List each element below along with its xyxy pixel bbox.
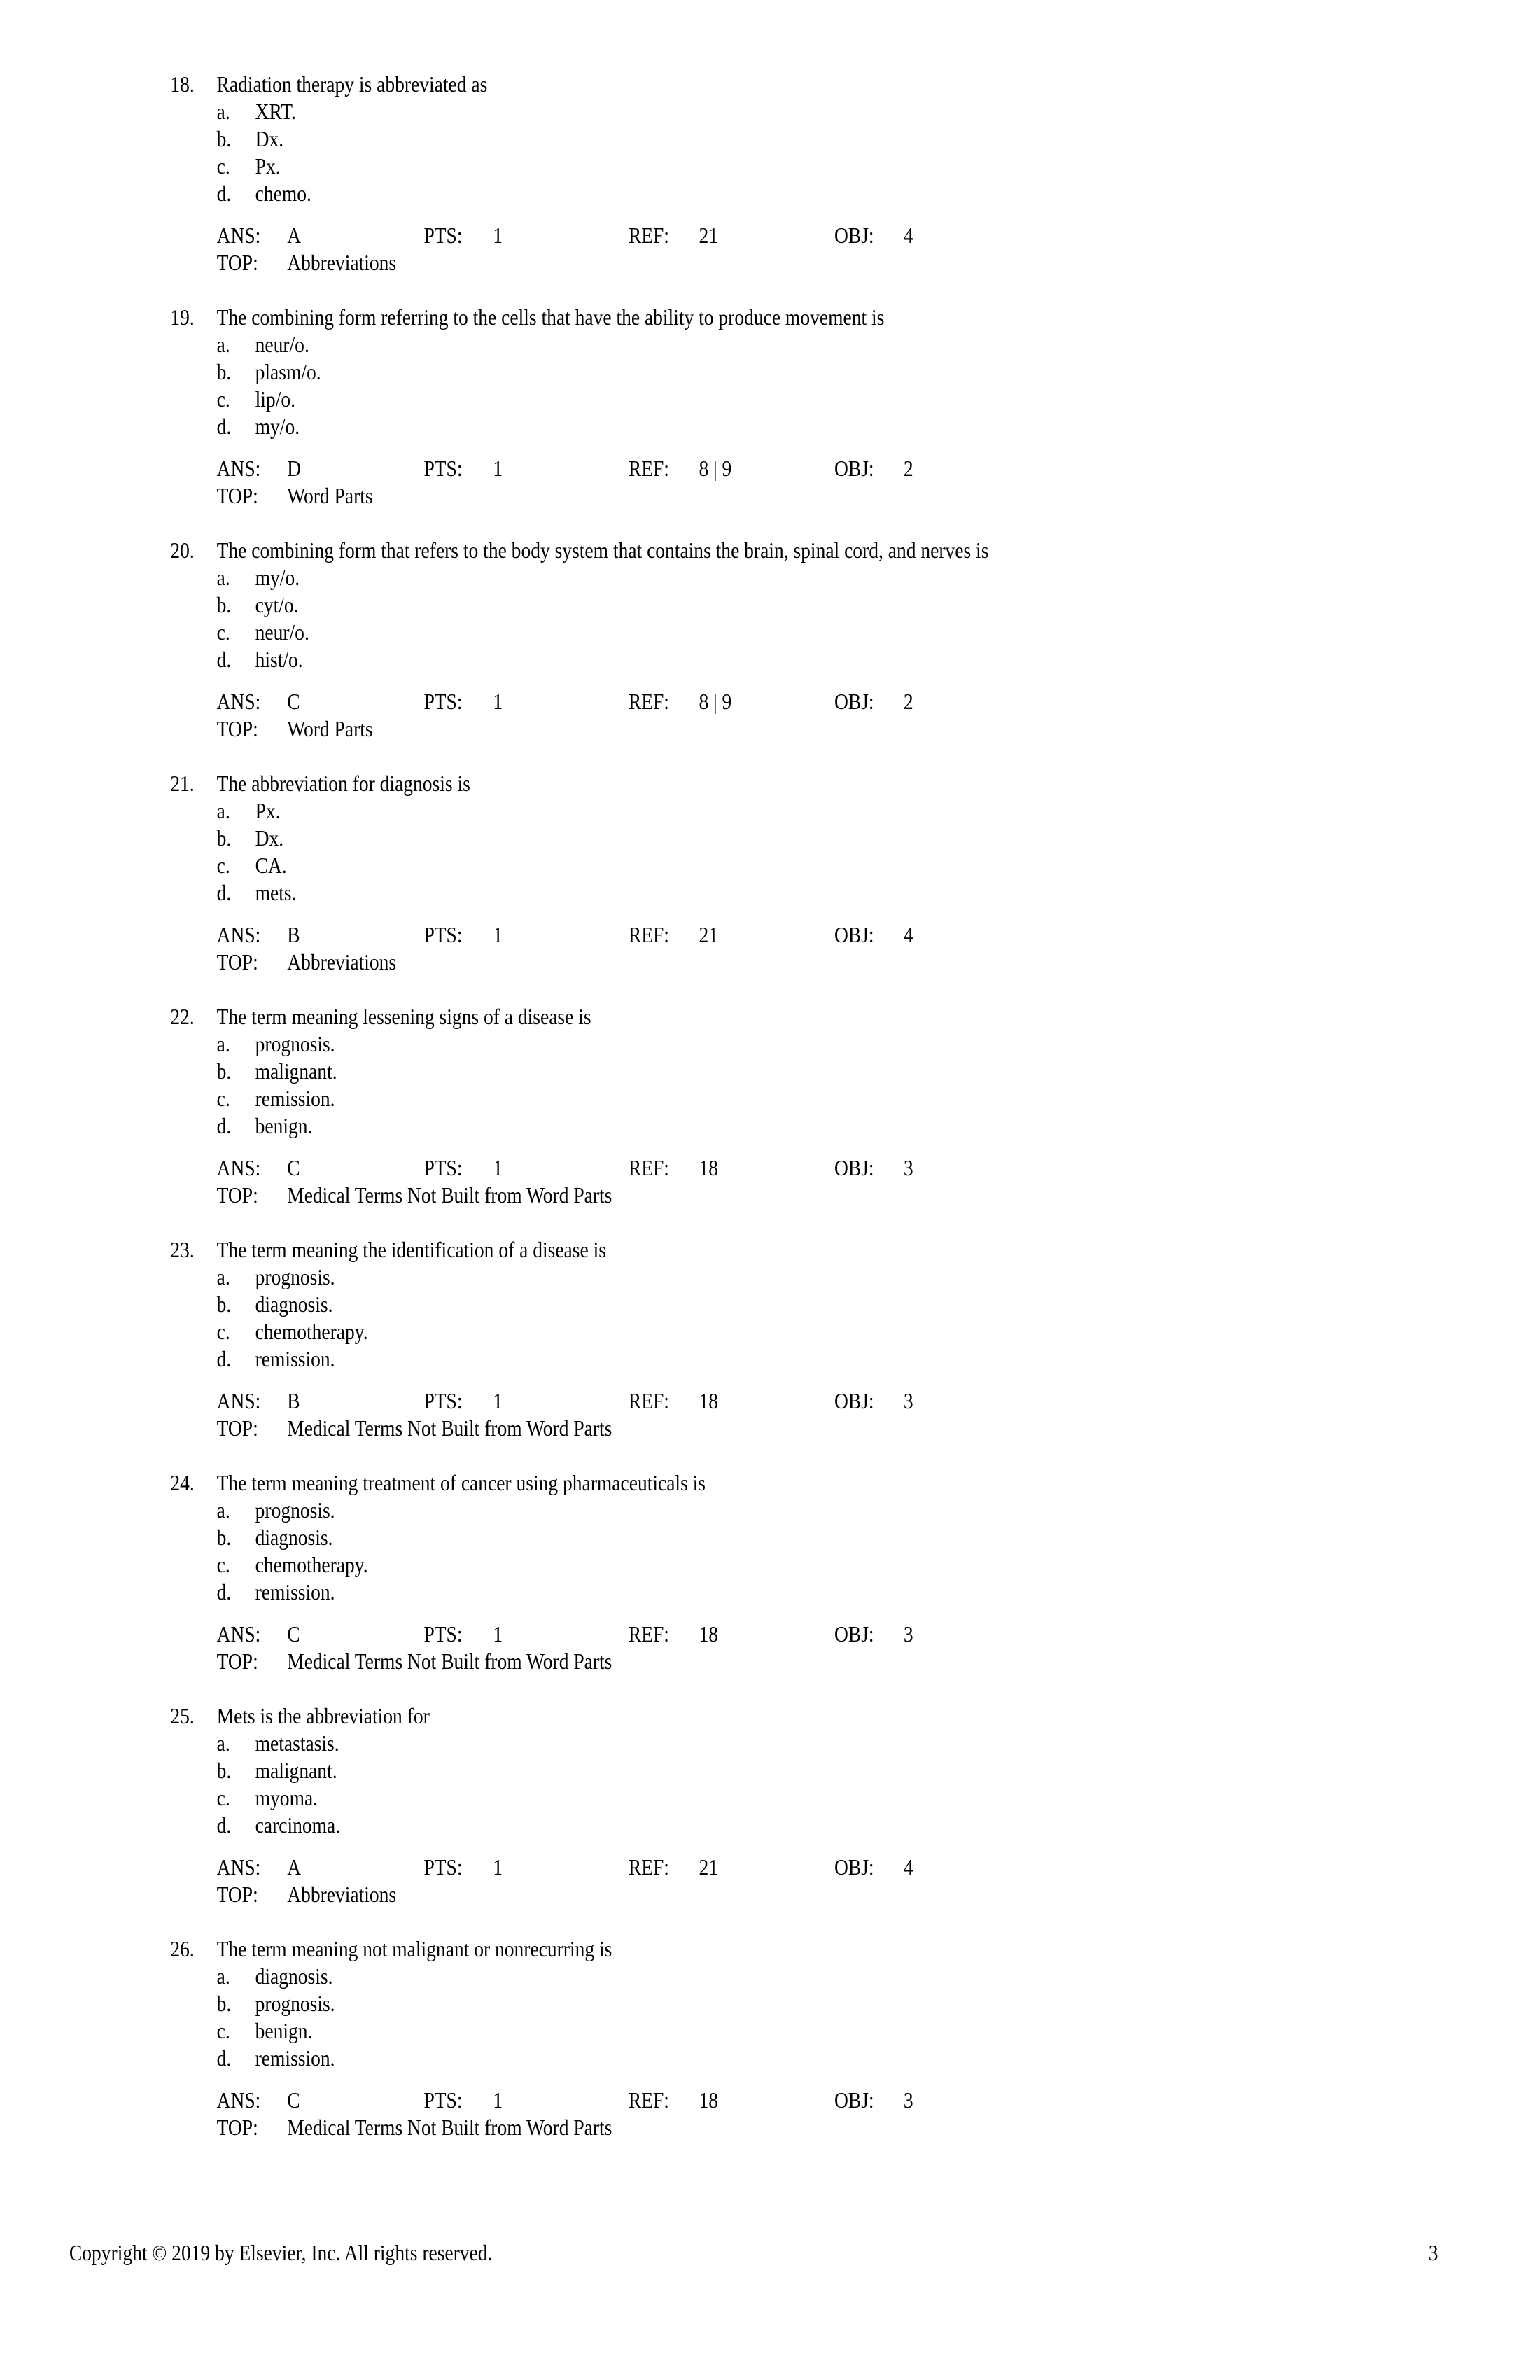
- option-text: my/o.: [255, 565, 300, 590]
- question-item: [0, 71, 1540, 295]
- pts-label: PTS:: [424, 1388, 463, 1413]
- question-number: 25.: [170, 1703, 195, 1728]
- ans-label: ANS:: [216, 689, 261, 714]
- option-label: c.: [216, 2018, 230, 2043]
- top-label: TOP:: [216, 1182, 258, 1208]
- pts-value: 1: [493, 456, 503, 481]
- top-value: Word Parts: [287, 483, 373, 508]
- ans-value: C: [287, 689, 300, 714]
- top-value: Abbreviations: [287, 949, 397, 974]
- question-text: The combining form that refers to the body system that contains the brain, spinal cord, and nerves is: [216, 538, 989, 563]
- pts-value: 1: [493, 922, 503, 947]
- option-text: XRT.: [255, 99, 296, 124]
- option-text: diagnosis.: [255, 1963, 333, 1989]
- option-text: Dx.: [255, 126, 284, 151]
- option-text: carcinoma.: [255, 1812, 341, 1837]
- question-text: The term meaning the identification of a disease is: [216, 1237, 606, 1262]
- top-value: Abbreviations: [287, 250, 397, 275]
- option-label: a.: [216, 565, 230, 590]
- pts-label: PTS:: [424, 1155, 463, 1180]
- question-text: The combining form referring to the cells that have the ability to produce movement is: [216, 304, 885, 330]
- question-number: 24.: [170, 1470, 195, 1495]
- option-text: hist/o.: [255, 647, 303, 672]
- option-label: a.: [216, 1264, 230, 1289]
- option-label: b.: [216, 1991, 232, 2016]
- obj-value: 4: [903, 1854, 913, 1879]
- top-value: Medical Terms Not Built from Word Parts: [287, 1415, 612, 1441]
- option-text: prognosis.: [255, 1264, 335, 1289]
- ref-value: 18: [699, 1621, 718, 1646]
- option-label: d.: [216, 1346, 232, 1371]
- ans-label: ANS:: [216, 1155, 261, 1180]
- option-text: prognosis.: [255, 1497, 335, 1522]
- question-item: [0, 1469, 1540, 1693]
- obj-label: OBJ:: [834, 1155, 874, 1180]
- ref-label: REF:: [628, 1621, 669, 1646]
- obj-value: 3: [903, 1155, 913, 1180]
- question-number: 22.: [170, 1004, 195, 1029]
- ref-value: 18: [699, 1155, 718, 1180]
- option-text: Px.: [255, 798, 281, 823]
- top-value: Abbreviations: [287, 1882, 397, 1907]
- option-label: b.: [216, 359, 232, 384]
- ans-label: ANS:: [216, 223, 261, 248]
- option-text: remission.: [255, 1086, 335, 1111]
- ans-value: A: [287, 1854, 302, 1879]
- top-label: TOP:: [216, 1648, 258, 1674]
- pts-label: PTS:: [424, 2087, 463, 2113]
- option-label: b.: [216, 592, 232, 617]
- ref-value: 21: [699, 922, 718, 947]
- pts-value: 1: [493, 1621, 503, 1646]
- top-label: TOP:: [216, 250, 258, 275]
- ref-value: 18: [699, 2087, 718, 2113]
- option-text: chemotherapy.: [255, 1552, 368, 1577]
- pts-value: 1: [493, 1854, 503, 1879]
- question-item: [0, 1935, 1540, 2160]
- option-label: d.: [216, 2045, 232, 2071]
- option-text: remission.: [255, 2045, 335, 2071]
- option-text: malignant.: [255, 1058, 337, 1084]
- question-text: The abbreviation for diagnosis is: [216, 771, 470, 796]
- obj-label: OBJ:: [834, 1388, 874, 1413]
- ans-value: C: [287, 1155, 300, 1180]
- ref-label: REF:: [628, 2087, 669, 2113]
- option-label: a.: [216, 1031, 230, 1056]
- top-value: Medical Terms Not Built from Word Parts: [287, 2115, 612, 2140]
- question-number: 18.: [170, 71, 195, 97]
- option-text: prognosis.: [255, 1991, 335, 2016]
- option-text: chemotherapy.: [255, 1319, 368, 1344]
- ans-label: ANS:: [216, 456, 261, 481]
- ans-value: C: [287, 2087, 300, 2113]
- option-label: c.: [216, 853, 230, 878]
- pts-value: 1: [493, 223, 503, 248]
- question-item: [0, 537, 1540, 761]
- ref-value: 18: [699, 1388, 718, 1413]
- top-label: TOP:: [216, 2115, 258, 2140]
- pts-label: PTS:: [424, 922, 463, 947]
- option-label: d.: [216, 1579, 232, 1604]
- option-label: d.: [216, 181, 232, 206]
- obj-value: 4: [903, 223, 913, 248]
- ans-value: B: [287, 1388, 300, 1413]
- ref-value: 8 | 9: [699, 689, 732, 714]
- top-value: Medical Terms Not Built from Word Parts: [287, 1182, 612, 1208]
- obj-value: 3: [903, 1621, 913, 1646]
- question-item: [0, 770, 1540, 994]
- option-label: a.: [216, 1497, 230, 1522]
- option-text: my/o.: [255, 414, 300, 439]
- ref-value: 21: [699, 223, 718, 248]
- option-label: c.: [216, 386, 230, 412]
- ans-label: ANS:: [216, 1854, 261, 1879]
- ans-label: ANS:: [216, 922, 261, 947]
- pts-value: 1: [493, 689, 503, 714]
- obj-label: OBJ:: [834, 2087, 874, 2113]
- question-item: [0, 304, 1540, 528]
- obj-value: 2: [903, 456, 913, 481]
- ref-label: REF:: [628, 1388, 669, 1413]
- option-text: benign.: [255, 2018, 313, 2043]
- option-text: neur/o.: [255, 332, 309, 357]
- option-text: myoma.: [255, 1785, 318, 1810]
- option-label: b.: [216, 126, 232, 151]
- option-label: a.: [216, 332, 230, 357]
- option-label: c.: [216, 153, 230, 178]
- ans-value: C: [287, 1621, 300, 1646]
- option-label: c.: [216, 1552, 230, 1577]
- option-text: mets.: [255, 880, 297, 905]
- obj-value: 3: [903, 2087, 913, 2113]
- pts-value: 1: [493, 1388, 503, 1413]
- option-text: CA.: [255, 853, 287, 878]
- option-label: b.: [216, 1525, 232, 1550]
- option-label: a.: [216, 99, 230, 124]
- ref-label: REF:: [628, 689, 669, 714]
- question-text: The term meaning treatment of cancer using pharmaceuticals is: [216, 1470, 706, 1495]
- ref-value: 21: [699, 1854, 718, 1879]
- obj-label: OBJ:: [834, 922, 874, 947]
- option-text: cyt/o.: [255, 592, 299, 617]
- top-value: Medical Terms Not Built from Word Parts: [287, 1648, 612, 1674]
- question-number: 19.: [170, 304, 195, 330]
- ref-label: REF:: [628, 1155, 669, 1180]
- option-text: chemo.: [255, 181, 312, 206]
- ref-label: REF:: [628, 456, 669, 481]
- obj-value: 3: [903, 1388, 913, 1413]
- option-text: malignant.: [255, 1758, 337, 1783]
- option-text: plasm/o.: [255, 359, 321, 384]
- top-label: TOP:: [216, 1415, 258, 1441]
- option-label: a.: [216, 1730, 230, 1756]
- option-label: a.: [216, 1963, 230, 1989]
- pts-value: 1: [493, 2087, 503, 2113]
- option-text: remission.: [255, 1346, 335, 1371]
- option-label: c.: [216, 1086, 230, 1111]
- option-text: Px.: [255, 153, 281, 178]
- obj-label: OBJ:: [834, 1854, 874, 1879]
- pts-label: PTS:: [424, 456, 463, 481]
- top-label: TOP:: [216, 716, 258, 741]
- option-label: b.: [216, 1758, 232, 1783]
- option-text: lip/o.: [255, 386, 295, 412]
- question-item: [0, 1003, 1540, 1227]
- option-text: remission.: [255, 1579, 335, 1604]
- option-label: d.: [216, 647, 232, 672]
- ans-label: ANS:: [216, 1621, 261, 1646]
- question-item: [0, 1236, 1540, 1460]
- copyright-notice: Copyright © 2019 by Elsevier, Inc. All rights reserved.: [69, 2240, 493, 2265]
- question-text: The term meaning lessening signs of a disease is: [216, 1004, 592, 1029]
- question-number: 23.: [170, 1237, 195, 1262]
- pts-label: PTS:: [424, 1621, 463, 1646]
- pts-label: PTS:: [424, 689, 463, 714]
- option-label: a.: [216, 798, 230, 823]
- option-label: b.: [216, 1292, 232, 1317]
- option-text: Dx.: [255, 825, 284, 850]
- top-value: Word Parts: [287, 716, 373, 741]
- top-label: TOP:: [216, 1882, 258, 1907]
- option-text: metastasis.: [255, 1730, 340, 1756]
- ans-value: A: [287, 223, 302, 248]
- question-item: [0, 1702, 1540, 1926]
- ref-value: 8 | 9: [699, 456, 732, 481]
- question-number: 26.: [170, 1936, 195, 1961]
- ans-label: ANS:: [216, 2087, 261, 2113]
- option-label: c.: [216, 1319, 230, 1344]
- obj-value: 4: [903, 922, 913, 947]
- ans-value: B: [287, 922, 300, 947]
- question-number: 21.: [170, 771, 195, 796]
- option-label: b.: [216, 825, 232, 850]
- option-label: c.: [216, 620, 230, 645]
- question-text: Mets is the abbreviation for: [216, 1703, 430, 1728]
- option-label: d.: [216, 414, 232, 439]
- pts-label: PTS:: [424, 1854, 463, 1879]
- option-text: neur/o.: [255, 620, 309, 645]
- obj-label: OBJ:: [834, 689, 874, 714]
- option-label: c.: [216, 1785, 230, 1810]
- question-number: 20.: [170, 538, 195, 563]
- option-label: d.: [216, 1812, 232, 1837]
- ans-value: D: [287, 456, 302, 481]
- obj-value: 2: [903, 689, 913, 714]
- option-label: d.: [216, 880, 232, 905]
- page-number: 3: [1428, 2240, 1438, 2265]
- ref-label: REF:: [628, 223, 669, 248]
- obj-label: OBJ:: [834, 456, 874, 481]
- question-text: The term meaning not malignant or nonrecurring is: [216, 1936, 612, 1961]
- option-text: benign.: [255, 1113, 313, 1138]
- ans-label: ANS:: [216, 1388, 261, 1413]
- option-text: diagnosis.: [255, 1525, 333, 1550]
- top-label: TOP:: [216, 949, 258, 974]
- pts-label: PTS:: [424, 223, 463, 248]
- obj-label: OBJ:: [834, 1621, 874, 1646]
- obj-label: OBJ:: [834, 223, 874, 248]
- top-label: TOP:: [216, 483, 258, 508]
- ref-label: REF:: [628, 922, 669, 947]
- option-text: prognosis.: [255, 1031, 335, 1056]
- option-label: d.: [216, 1113, 232, 1138]
- option-label: b.: [216, 1058, 232, 1084]
- ref-label: REF:: [628, 1854, 669, 1879]
- question-text: Radiation therapy is abbreviated as: [216, 71, 488, 97]
- pts-value: 1: [493, 1155, 503, 1180]
- option-text: diagnosis.: [255, 1292, 333, 1317]
